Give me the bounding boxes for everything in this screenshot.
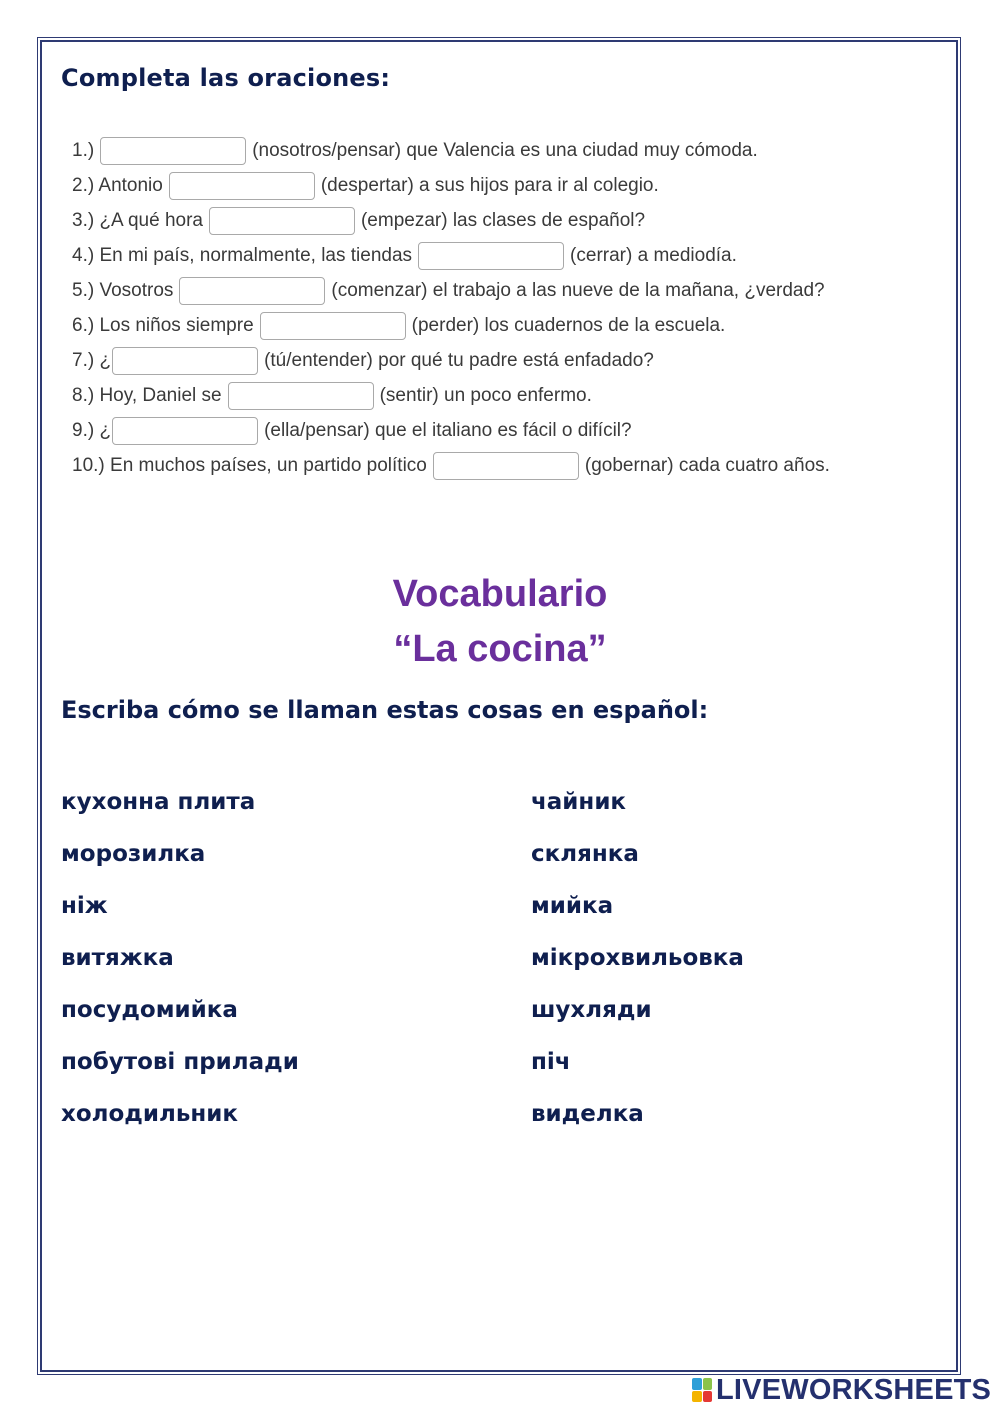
exercise-suffix: (gobernar) cada cuatro años. xyxy=(584,454,830,476)
answer-input-9[interactable] xyxy=(112,417,258,445)
exercise-suffix: (sentir) un poco enfermo. xyxy=(379,384,592,406)
exercise-prefix: 3.) ¿A qué hora xyxy=(72,209,203,231)
answer-input-3[interactable] xyxy=(209,207,355,235)
exercise-suffix: (perder) los cuadernos de la escuela. xyxy=(411,314,726,336)
exercise-prefix: 1.) xyxy=(72,139,95,161)
exercise-prefix: 10.) En muchos países, un partido político xyxy=(72,454,427,476)
exercise-list xyxy=(72,133,952,483)
logo-tile xyxy=(703,1391,713,1403)
exercise-row-9 xyxy=(72,413,952,448)
answer-input-6[interactable] xyxy=(260,312,406,340)
exercise-prefix: 9.) ¿ xyxy=(72,419,112,441)
answer-input-10[interactable] xyxy=(433,452,579,480)
exercise-row-2 xyxy=(72,168,952,203)
vocab-word: морозилка xyxy=(61,841,206,867)
exercise-suffix: (empezar) las clases de español? xyxy=(360,209,646,231)
answer-input-8[interactable] xyxy=(228,382,374,410)
logo-tile xyxy=(703,1378,713,1390)
exercise-row-1 xyxy=(72,133,952,168)
vocab-word: склянка xyxy=(531,841,639,867)
vocab-word: холодильник xyxy=(61,1101,238,1127)
vocab-words-left xyxy=(61,782,299,1146)
exercise-suffix: (comenzar) el trabajo a las nueve de la mañana, ¿verdad? xyxy=(331,279,825,301)
answer-input-4[interactable] xyxy=(418,242,564,270)
exercise-suffix: (ella/pensar) que el italiano es fácil o difícil? xyxy=(264,419,632,441)
exercise-prefix: 6.) Los niños siempre xyxy=(72,314,254,336)
vocab-instruction: Escriba cómo se llaman estas cosas en español: xyxy=(61,696,709,724)
answer-input-1[interactable] xyxy=(100,137,246,165)
vocab-word: мийка xyxy=(531,893,614,919)
vocab-word: виделка xyxy=(531,1101,644,1127)
vocab-words-right xyxy=(531,782,744,1146)
liveworksheets-brand xyxy=(692,1374,991,1406)
exercise-prefix: 8.) Hoy, Daniel se xyxy=(72,384,222,406)
exercise-suffix: (despertar) a sus hijos para ir al colegio. xyxy=(320,174,659,196)
vocab-word: шухляди xyxy=(531,997,652,1023)
exercise-suffix: (nosotros/pensar) que Valencia es una ciudad muy cómoda. xyxy=(252,139,758,161)
exercise-prefix: 2.) Antonio xyxy=(72,174,163,196)
answer-input-2[interactable] xyxy=(169,172,315,200)
answer-input-5[interactable] xyxy=(179,277,325,305)
exercise-suffix: (cerrar) a mediodía. xyxy=(570,244,737,266)
vocab-word: витяжка xyxy=(61,945,174,971)
logo-tile xyxy=(692,1391,702,1403)
exercise-prefix: 7.) ¿ xyxy=(72,349,112,371)
exercise-prefix: 5.) Vosotros xyxy=(72,279,174,301)
vocab-title: Vocabulario xyxy=(392,573,608,615)
exercise-prefix: 4.) En mi país, normalmente, las tiendas xyxy=(72,244,413,266)
exercise-row-4 xyxy=(72,238,952,273)
exercise-row-3 xyxy=(72,203,952,238)
brand-name: LIVEWORKSHEETS xyxy=(716,1373,992,1406)
exercise-title: Completa las oraciones: xyxy=(61,64,391,92)
vocab-word: піч xyxy=(531,1049,571,1075)
vocab-word: чайник xyxy=(531,789,627,815)
answer-input-7[interactable] xyxy=(112,347,258,375)
exercise-row-7 xyxy=(72,343,952,378)
exercise-row-8 xyxy=(72,378,952,413)
exercise-row-5 xyxy=(72,273,952,308)
vocab-word: мікрохвильовка xyxy=(531,945,744,971)
liveworksheets-logo-icon xyxy=(692,1378,712,1402)
exercise-row-6 xyxy=(72,308,952,343)
vocab-word: кухонна плита xyxy=(61,789,256,815)
logo-tile xyxy=(692,1378,702,1390)
exercise-suffix: (tú/entender) por qué tu padre está enfadado? xyxy=(264,349,654,371)
vocab-word: побутові прилади xyxy=(61,1049,299,1075)
vocab-word: ніж xyxy=(61,893,108,919)
vocab-word: посудомийка xyxy=(61,997,238,1023)
exercise-row-10 xyxy=(72,448,952,483)
vocab-subtitle: “La cocina” xyxy=(393,628,607,670)
